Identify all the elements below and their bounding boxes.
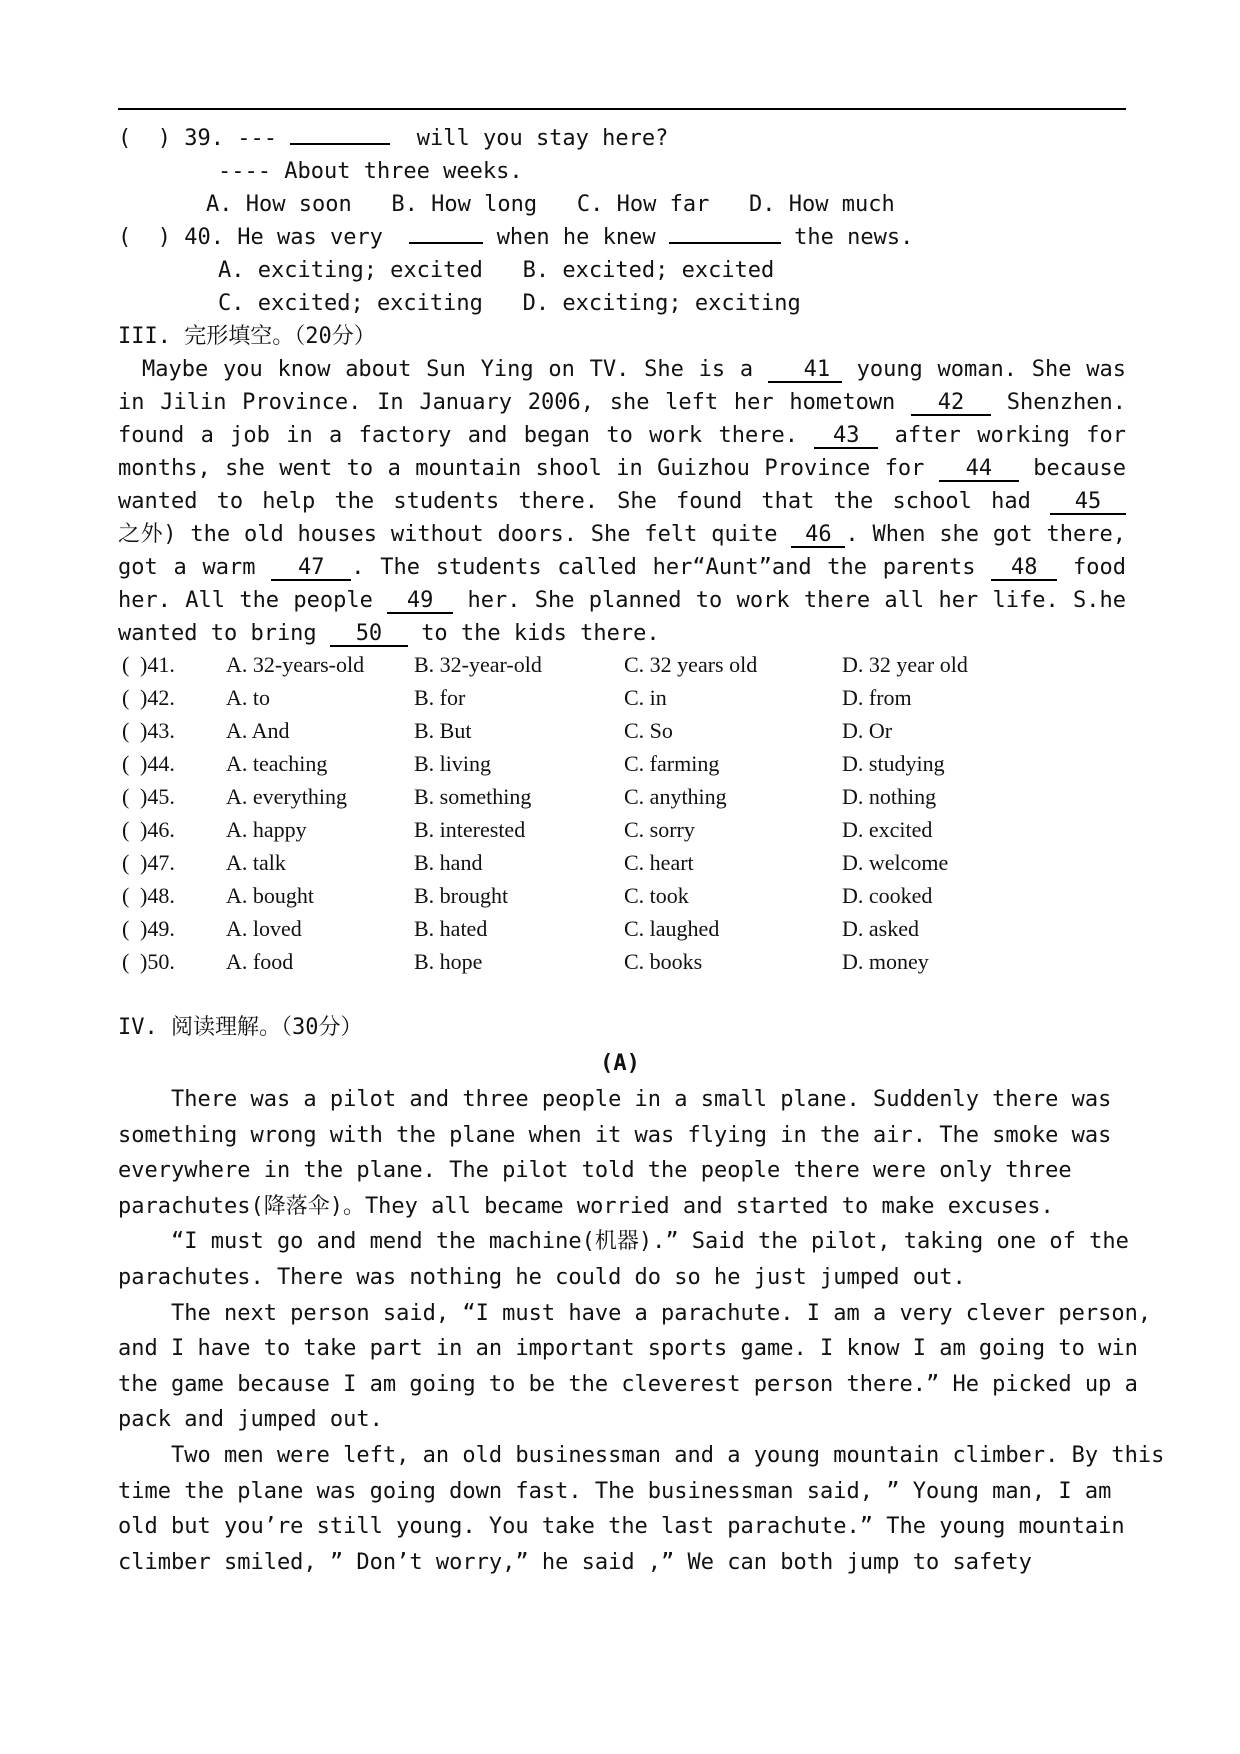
option-c[interactable]: C. heart: [624, 850, 694, 875]
cloze-text: wanted to bring: [118, 621, 317, 646]
cloze-blank-44[interactable]: 44: [939, 458, 1019, 482]
question-39-prefix: ---: [237, 126, 277, 151]
option-b[interactable]: B. living: [414, 751, 492, 776]
question-39-answer: ---- About three weeks.: [218, 159, 523, 184]
cloze-text: after working for: [894, 423, 1126, 448]
cloze-blank-41[interactable]: 41: [768, 359, 842, 383]
option-d[interactable]: D. Or: [842, 718, 893, 743]
passage-line: parachutes. There was nothing he could do so he just jumped out.: [118, 1265, 966, 1290]
passage-line: The next person said, “I must have a parachute. I am a very clever person,: [118, 1300, 1152, 1326]
option-c[interactable]: C. laughed: [624, 916, 720, 941]
cloze-text: to the kids there.: [421, 621, 660, 646]
cloze-line-1: [118, 356, 1126, 384]
question-40-blank-2[interactable]: [669, 242, 781, 244]
question-number: )41.: [140, 652, 175, 677]
option-c[interactable]: C. sorry: [624, 817, 695, 842]
cloze-text: Maybe you know about Sun Ying on TV. She is a: [142, 357, 754, 382]
passage-line: time the plane was going down fast. The businessman said, ” Young man, I am: [118, 1478, 1112, 1504]
cloze-blank-42[interactable]: 42: [911, 392, 991, 416]
cloze-line-9: [118, 620, 660, 648]
question-40: [118, 224, 913, 252]
question-paren: (: [122, 850, 130, 875]
option-a[interactable]: A. And: [226, 718, 290, 743]
passage-line: pack and jumped out.: [118, 1407, 383, 1433]
question-39-options: A. How soon B. How long C. How far D. How much: [206, 192, 895, 217]
option-d[interactable]: D. money: [842, 949, 929, 974]
option-c[interactable]: C. took: [624, 883, 689, 908]
option-a[interactable]: A. happy: [226, 817, 307, 842]
question-40-middle: when he knew: [496, 225, 656, 250]
cloze-text: because: [1033, 456, 1126, 481]
cloze-text: Shenzhen.: [1006, 390, 1126, 415]
question-40-number: 40.: [184, 225, 224, 250]
cloze-line-6: [118, 521, 1126, 549]
option-b[interactable]: B. 32-year-old: [414, 652, 542, 677]
cloze-text: found a job in a factory and began to work there.: [118, 423, 798, 448]
cloze-text: got a warm: [118, 555, 256, 580]
section-4-heading: IV. 阅读理解。（30分）: [118, 1015, 363, 1040]
question-number: )50.: [140, 949, 175, 974]
question-paren: (: [122, 817, 130, 842]
passage-line: Two men were left, an old businessman and a young mountain climber. By this: [118, 1443, 1165, 1468]
cloze-blank-43[interactable]: 43: [814, 425, 878, 449]
question-number: )44.: [140, 751, 175, 776]
cloze-line-7: [118, 554, 1126, 582]
option-c[interactable]: C. in: [624, 685, 667, 710]
option-b[interactable]: B. for: [414, 685, 466, 710]
question-paren: (: [122, 751, 130, 776]
cloze-line-3: [118, 422, 1126, 450]
question-paren: (: [122, 883, 130, 908]
question-40-text: the news.: [794, 225, 914, 250]
question-paren: (: [122, 652, 130, 677]
question-40-paren: ( ): [118, 225, 171, 250]
option-d[interactable]: D. 32 year old: [842, 652, 968, 677]
cloze-text: young woman. She was: [856, 357, 1126, 382]
question-40-prefix: He was very: [237, 225, 383, 250]
passage-line: climber smiled, ” Don’t worry,” he said ,” We can both jump to safety: [118, 1549, 1032, 1575]
option-c[interactable]: C. So: [624, 718, 673, 743]
cloze-blank-50[interactable]: 50: [330, 623, 408, 647]
option-d[interactable]: D. asked: [842, 916, 919, 941]
question-paren: (: [122, 718, 130, 743]
cloze-text: her. All the people: [118, 588, 373, 613]
top-rule: [118, 108, 1126, 110]
cloze-text: 之外) the old houses without doors. She felt quite: [118, 522, 778, 547]
option-a[interactable]: A. loved: [226, 916, 302, 941]
question-number: )43.: [140, 718, 175, 743]
question-39-paren: ( ): [118, 126, 171, 151]
question-paren: (: [122, 949, 130, 974]
option-a[interactable]: A. teaching: [226, 751, 328, 776]
option-a[interactable]: A. talk: [226, 850, 286, 875]
option-c[interactable]: C. farming: [624, 751, 720, 776]
question-39: [118, 125, 668, 153]
passage-line: There was a pilot and three people in a small plane. Suddenly there was: [118, 1087, 1112, 1112]
question-39-blank[interactable]: [290, 143, 390, 145]
passage-line: everywhere in the plane. The pilot told the people there were only three: [118, 1158, 1072, 1184]
passage-line: something wrong with the plane when it was flying in the air. The smoke was: [118, 1122, 1112, 1148]
cloze-line-5: [118, 488, 1126, 516]
option-b[interactable]: B. interested: [414, 817, 526, 842]
option-b[interactable]: B. something: [414, 784, 532, 809]
passage-line: and I have to take part in an important sports game. I know I am going to win: [118, 1336, 1138, 1362]
passage-line: “I must go and mend the machine(机器).” Said the pilot, taking one of the: [118, 1229, 1129, 1255]
passage-line: old but you’re still young. You take the last parachute.” The young mountain: [118, 1514, 1125, 1540]
question-number: )49.: [140, 916, 175, 941]
question-39-text: will you stay here?: [416, 126, 669, 151]
cloze-line-4: [118, 455, 1126, 483]
cloze-text: wanted to help the students there. She found that the school had: [118, 489, 1031, 514]
question-number: )48.: [140, 883, 175, 908]
passage-line: the game because I am going to be the cleverest person there.” He picked up a: [118, 1371, 1138, 1397]
option-a[interactable]: A. bought: [226, 883, 314, 908]
option-d[interactable]: D. cooked: [842, 883, 933, 908]
cloze-blank-46[interactable]: 46: [791, 524, 845, 548]
option-b[interactable]: B. brought: [414, 883, 509, 908]
option-a[interactable]: A. everything: [226, 784, 347, 809]
question-40-blank-1[interactable]: [409, 242, 483, 244]
question-number: )45.: [140, 784, 175, 809]
question-39-number: 39.: [184, 126, 224, 151]
question-paren: (: [122, 916, 130, 941]
question-number: )47.: [140, 850, 175, 875]
question-paren: (: [122, 685, 130, 710]
cloze-blank-48[interactable]: 48: [991, 557, 1057, 581]
option-d[interactable]: D. from: [842, 685, 912, 710]
option-b[interactable]: B. hope: [414, 949, 483, 974]
question-paren: (: [122, 784, 130, 809]
cloze-blank-47[interactable]: 47: [271, 557, 351, 581]
cloze-text: . When she got there,: [845, 522, 1126, 547]
cloze-text: her. She planned to work there all her life. S.he: [467, 588, 1126, 613]
passage-line: parachutes(降落伞)。They all became worried and started to make excuses.: [118, 1193, 1054, 1219]
question-40-options-1: A. exciting; excited B. excited; excited: [218, 258, 775, 283]
option-a[interactable]: A. 32-years-old: [226, 652, 365, 677]
option-d[interactable]: D. studying: [842, 751, 945, 776]
passage-title: (A): [600, 1051, 640, 1076]
question-number: )42.: [140, 685, 175, 710]
cloze-text: in Jilin Province. In January 2006, she left her hometown: [118, 390, 896, 415]
section-3-heading: III. 完形填空。（20分）: [118, 324, 376, 349]
option-d[interactable]: D. nothing: [842, 784, 937, 809]
option-a[interactable]: A. food: [226, 949, 294, 974]
cloze-text: months, she went to a mountain shool in Guizhou Province for: [118, 456, 925, 481]
option-b[interactable]: B. hand: [414, 850, 483, 875]
question-40-options-2: C. excited; exciting D. exciting; exciting: [218, 291, 801, 316]
option-a[interactable]: A. to: [226, 685, 270, 710]
question-number: )46.: [140, 817, 175, 842]
cloze-blank-45[interactable]: 45: [1050, 491, 1126, 515]
option-c[interactable]: C. 32 years old: [624, 652, 758, 677]
option-d[interactable]: D. excited: [842, 817, 933, 842]
option-c[interactable]: C. anything: [624, 784, 727, 809]
cloze-line-2: [118, 389, 1126, 417]
cloze-text: food: [1073, 555, 1126, 580]
option-c[interactable]: C. books: [624, 949, 703, 974]
cloze-blank-49[interactable]: 49: [387, 590, 453, 614]
option-b[interactable]: B. hated: [414, 916, 488, 941]
cloze-text: . The students called her“Aunt”and the parents: [351, 555, 976, 580]
option-d[interactable]: D. welcome: [842, 850, 949, 875]
option-b[interactable]: B. But: [414, 718, 472, 743]
cloze-line-8: [118, 587, 1126, 615]
